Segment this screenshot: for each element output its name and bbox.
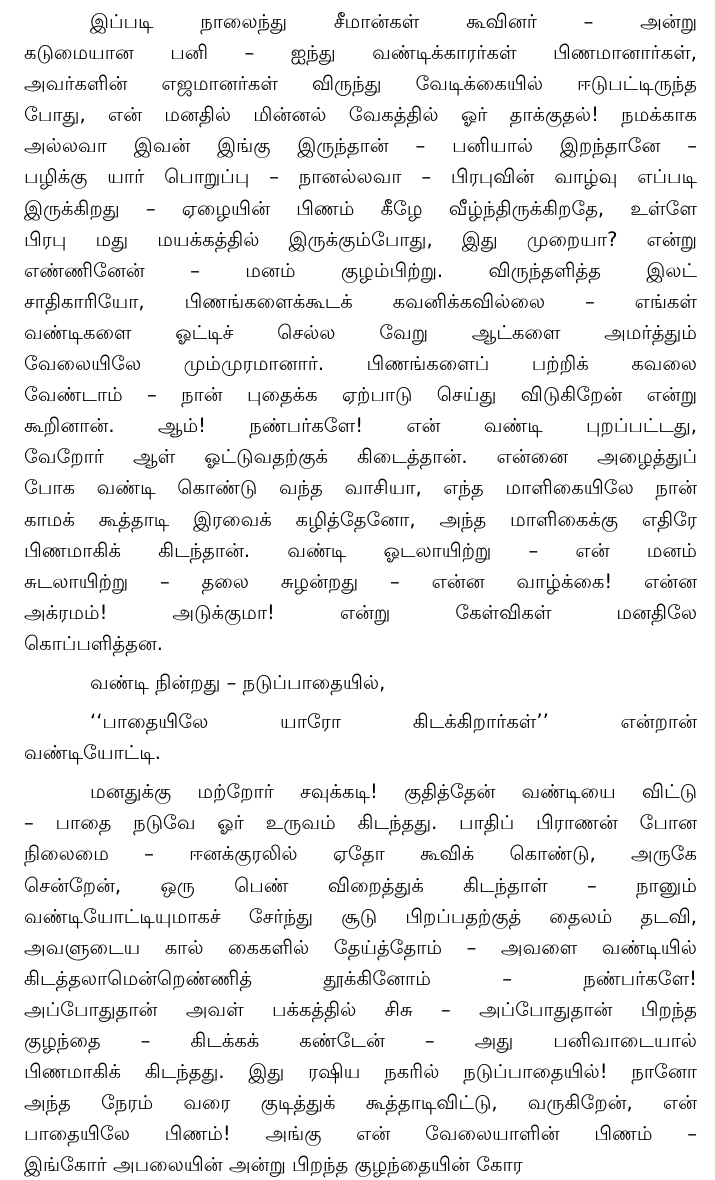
text-line: போக வண்டி கொண்டு வந்த வாசியா, எந்த மாளிகையிலே நான்	[24, 476, 697, 500]
text-line: இப்படி நாலைந்து சீமான்கள் கூவினர் – அன்று	[90, 10, 697, 33]
paragraph	[24, 706, 697, 768]
text-line: போது, என் மனதில் மின்னல் வேகத்தில் ஓர் தாக்குதல்! நமக்காக	[24, 103, 697, 127]
text-line: வேலையிலே மும்முரமானார். பிணங்களைப் பற்றிக் கவலை	[24, 352, 697, 376]
text-line: கொப்பளித்தன.	[24, 631, 163, 655]
text-line: பாதையிலே பிணம்! அங்கு என் வேலையாளின் பிணம் –	[24, 1122, 697, 1146]
text-line: அவளுடைய கால் கைகளில் தேய்த்தோம் – அவளை வண்டியில்	[24, 935, 697, 959]
text-line: வண்டி நின்றது – நடுப்பாதையில்,	[90, 670, 386, 694]
text-line: – பாதை நடுவே ஓர் உருவம் கிடந்தது. பாதிப் பிராணன் போன	[24, 811, 697, 835]
paragraph-gap	[24, 698, 697, 706]
text-line: காமக் கூத்தாடி இரவைக் கழித்தேனோ, அந்த மாளிகைக்கு எதிரே	[24, 507, 697, 531]
text-line: இங்கோர் அபலையின் அன்று பிறந்த குழந்தையின் கோர	[24, 1153, 523, 1177]
paragraph	[24, 776, 697, 1180]
text-line: வண்டிகளை ஓட்டிச் செல்ல வேறு ஆட்களை அமர்த்தும்	[24, 320, 697, 344]
text-line: கடுமையான பனி – ஐந்து வண்டிக்காரர்கள் பிணமானார்கள்,	[24, 41, 697, 65]
text-line: இருக்கிறது – ஏழையின் பிணம் கீழே வீழ்ந்திருக்கிறதே, உள்ளே	[24, 196, 697, 220]
text-line: அப்போதுதான் அவள் பக்கத்தில் சிசு – அப்போதுதான் பிறந்த	[24, 997, 697, 1021]
paragraph	[24, 6, 697, 659]
text-line: அக்ரமம்! அடுக்குமா! என்று கேள்விகள் மனதிலே	[24, 600, 697, 624]
text-line: நிலைமை – ஈனக்குரலில் ஏதோ கூவிக் கொண்டு, அருகே	[24, 842, 697, 866]
paragraph-gap	[24, 768, 697, 776]
text-line: சாதிகாரியோ, பிணங்களைக்கூடக் கவனிக்கவில்லை – எங்கள்	[24, 289, 697, 313]
text-line: ‘‘பாதையிலே யாரோ கிடக்கிறார்கள்’’ என்றான்	[90, 710, 697, 734]
text-line: பிரபு மது மயக்கத்தில் இருக்கும்போது, இது முறையா? என்று	[24, 227, 697, 251]
text-line: வண்டியோட்டி.	[24, 741, 161, 765]
text-body	[24, 6, 697, 1180]
text-line: குழந்தை – கிடக்கக் கண்டேன் – அது பனிவாடையால்	[24, 1029, 697, 1052]
text-line: அந்த நேரம் வரை குடித்துக் கூத்தாடிவிட்டு, வருகிறேன், என்	[24, 1091, 697, 1115]
text-line: எண்ணினேன் – மனம் குழம்பிற்று. விருந்தளித்த இலட்	[24, 258, 697, 282]
text-line: மனதுக்கு மற்றோர் சவுக்கடி! குதித்தேன் வண்டியை விட்டு	[90, 780, 697, 804]
text-line: அவர்களின் எஜமானர்கள் விருந்து வேடிக்கையில் ஈடுபட்டிருந்த	[24, 72, 697, 96]
text-line: கிடத்தலாமென்றெண்ணித் தூக்கினோம் – நண்பர்களே!	[24, 966, 697, 990]
paragraph-gap	[24, 659, 697, 667]
text-line: வேண்டாம் – நான் புதைக்க ஏற்பாடு செய்து விடுகிறேன் என்று	[24, 383, 697, 407]
text-line: சுடலாயிற்று – தலை சுழன்றது – என்ன வாழ்க்கை! என்ன	[24, 569, 697, 593]
text-line: பிணமாகிக் கிடந்தான். வண்டி ஓடலாயிற்று – என் மனம்	[24, 538, 697, 562]
text-line: அல்லவா இவன் இங்கு இருந்தான் – பனியால் இறந்தானே –	[24, 134, 697, 158]
paragraph	[24, 667, 697, 698]
text-line: பழிக்கு யார் பொறுப்பு – நானல்லவா – பிரபுவின் வாழ்வு எப்படி	[24, 165, 697, 189]
text-line: சென்றேன், ஒரு பெண் விறைத்துக் கிடந்தாள் – நானும்	[24, 873, 697, 897]
text-line: பிணமாகிக் கிடந்தது. இது ரஷிய நகரில் நடுப்பாதையில்! நானோ	[24, 1060, 697, 1084]
text-line: கூறினான். ஆம்! நண்பர்களே! என் வண்டி புறப்பட்டது,	[24, 414, 697, 438]
text-line: வேறோர் ஆள் ஓட்டுவதற்குக் கிடைத்தான். என்னை அழைத்துப்	[24, 445, 697, 469]
text-line: வண்டியோட்டியுமாகச் சேர்ந்து சூடு பிறப்பதற்குத் தைலம் தடவி,	[24, 904, 697, 928]
